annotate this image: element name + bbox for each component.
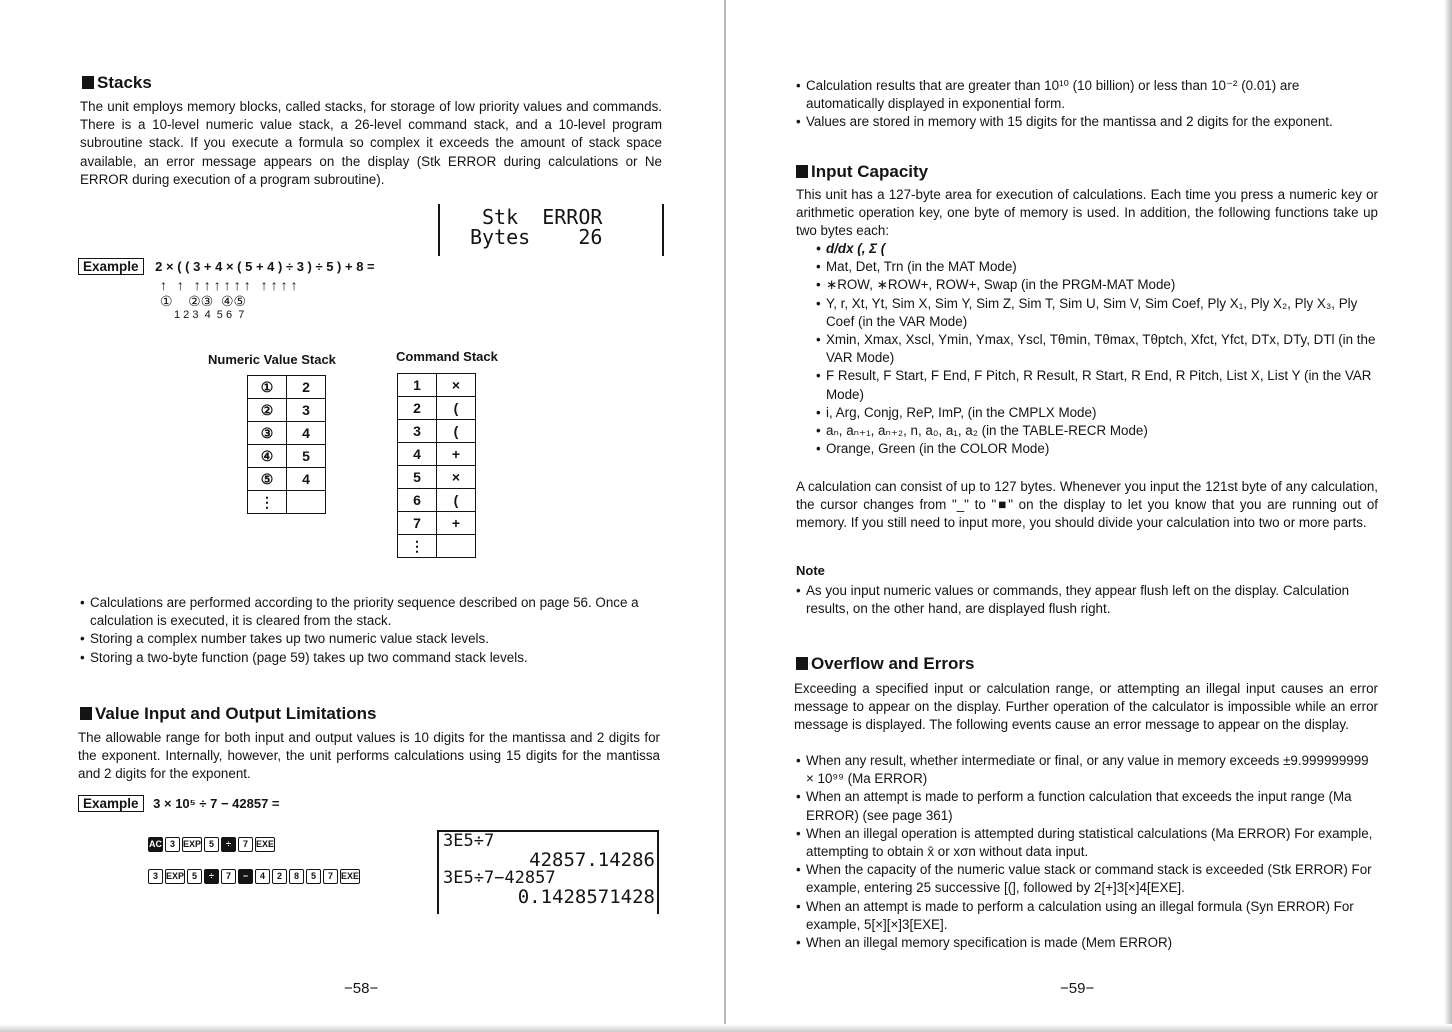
calculator-key: 7 [221,869,236,884]
stack-level: 3 [398,420,437,443]
stack-value: + [437,512,476,535]
stack-level: 4 [398,443,437,466]
stack-level: ④ [248,445,287,468]
list-item: • When an illegal memory specification is made (Mem ERROR) [796,934,1378,952]
stack-level: ⋮ [248,491,287,514]
stack-value [287,491,326,514]
stacks-heading: Stacks [82,73,152,93]
stack-error-display [438,204,664,256]
list-item: • ∗ROW, ∗ROW+, ROW+, Swap (in the PRGM-MAT Mode) [816,276,1378,294]
stack-level: ③ [248,422,287,445]
note-label: Note [796,563,825,578]
stack-value: × [437,374,476,397]
list-item: • Y, r, Xt, Yt, Sim X, Sim Y, Sim Z, Sim T, Sim U, Sim V, Sim Coef, Ply X₁, Ply X₂, Ply X₃, Ply Coef (in the VAR Mode) [816,295,1378,331]
right-page [726,0,1452,1032]
calculator-key: EXP [182,837,202,852]
stacks-bullets [80,594,662,667]
stack-value: ( [437,397,476,420]
example-expression: 2 × ( ( 3 + 4 × ( 5 + 4 ) ÷ 3 ) ÷ 5 ) + 8 = [155,259,375,274]
command-stack-table [397,373,476,558]
calculator-key: EXE [255,837,275,852]
stack-value: 2 [287,376,326,399]
list-item: • Storing a two-byte function (page 59) takes up two command stack levels. [80,649,662,667]
display-line: 0.1428571428 [517,886,655,908]
list-item: • Mat, Det, Trn (in the MAT Mode) [816,258,1378,276]
calculator-key: 3 [148,869,163,884]
stack-value [437,535,476,558]
table-row [398,489,476,512]
display-line: Stk ERROR [482,205,603,229]
table-row [248,422,326,445]
stack-value: 3 [287,399,326,422]
note-list [796,582,1378,618]
table-row [248,491,326,514]
list-item: • When an attempt is made to perform a function calculation that exceeds the input range (Ma ERROR) (see page 361) [796,788,1378,824]
calculator-key: ÷ [221,837,236,852]
stack-value: + [437,443,476,466]
list-item: • When any result, whether intermediate or final, or any value in memory exceeds ±9.999999999 × 10⁹⁹ (Ma ERROR) [796,752,1378,788]
page-number: −59− [1060,980,1095,997]
stack-level: 1 [398,374,437,397]
numeric-stack-label: Numeric Value Stack [208,352,336,367]
calculator-key: ÷ [204,869,219,884]
calculator-key: AC [148,837,163,852]
stack-level: 7 [398,512,437,535]
table-row [398,420,476,443]
calculator-key: 3 [165,837,180,852]
stack-level: 6 [398,489,437,512]
table-row [398,466,476,489]
calculator-key: 8 [289,869,304,884]
limits-display [437,830,659,914]
calculator-key: 4 [255,869,270,884]
calculator-key: 7 [323,869,338,884]
list-item: • When an illegal operation is attempted during statistical calculations (Ma ERROR) For example, attempting to obtain x̄ or xσn without data input. [796,825,1378,861]
stack-level: 5 [398,466,437,489]
stack-value: ( [437,420,476,443]
display-line: 42857.14286 [529,849,655,871]
display-line: 3E5÷7−42857 [443,868,556,888]
limits-example [78,795,280,812]
square-bullet-icon [796,657,808,670]
stack-value: × [437,466,476,489]
calculator-key: − [238,869,253,884]
display-line: Bytes 26 [470,225,603,249]
list-item: • aₙ, aₙ₊₁, aₙ₊₂, n, a₀, a₁, a₂ (in the TABLE-RECR Mode) [816,422,1378,440]
command-stack-label: Command Stack [396,349,498,364]
table-row [398,374,476,397]
stack-level: 2 [398,397,437,420]
list-item: • i, Arg, Conjg, ReP, ImP, (in the CMPLX Mode) [816,404,1378,422]
list-item: • d/dx (, Σ ( [816,240,1378,258]
calculator-key: EXE [340,869,360,884]
table-row [248,445,326,468]
square-bullet-icon [82,76,94,89]
stacks-body: The unit employs memory blocks, called stacks, for storage of low priority values and commands. There is a 10-level numeric value stack, a 26-level command stack, and a 10-level program subroutine stack. If you execute a formula so complex it exceeds the amount of stack space available, an error message appears on the display (Stk ERROR during calculations or Ne ERROR during execution of a program subroutine). [80,99,662,187]
table-row [248,468,326,491]
limits-heading: Value Input and Output Limitations [80,704,376,724]
example-expression: 3 × 10⁵ ÷ 7 − 42857 = [153,796,280,811]
list-item: • Values are stored in memory with 15 digits for the mantissa and 2 digits for the exponent. [796,113,1378,131]
list-item: • Xmin, Xmax, Xscl, Ymin, Ymax, Yscl, Tθmin, Tθmax, Tθptch, Xfct, Yfct, DTx, DTy, DTl (in the VAR Mode) [816,331,1378,367]
stack-level: ① [248,376,287,399]
table-row [248,376,326,399]
list-item: • As you input numeric values or commands, they appear flush left on the display. Calculation results, on the other hand, are displayed flush right. [796,582,1378,618]
input-capacity-body-2: A calculation can consist of up to 127 bytes. Whenever you input the 121st byte of any calculation, the cursor changes from "_" to "■" on the display to let you know that you are running out of memory. If you still need to input more, you should divide your calculation into two or more parts. [796,479,1378,531]
calculator-key: 5 [204,837,219,852]
table-row [398,535,476,558]
stack-level: ② [248,399,287,422]
calculator-key: 5 [306,869,321,884]
list-item: • Calculation results that are greater than 10¹⁰ (10 billion) or less than 10⁻² (0.01) are automatically displayed in exponential form. [796,77,1378,113]
input-capacity-heading: Input Capacity [796,162,928,182]
page-number: −58− [344,980,379,997]
exponent-bullets [796,77,1378,132]
stacks-example [78,258,375,275]
list-item: • Calculations are performed according to the priority sequence described on page 56. Once a calculation is executed, it is cleared from the stack. [80,594,662,630]
overflow-body: Exceeding a specified input or calculation range, or attempting an illegal input causes an error message to appear on the display. Further operation of the calculator is impossible while an error message is displayed. The following events cause an error message to appear on the display. [794,681,1378,733]
table-row [398,397,476,420]
example-label: Example [78,795,144,812]
calculator-key: 5 [187,869,202,884]
stack-level: ⑤ [248,468,287,491]
calculator-key: 7 [238,837,253,852]
stack-value: ( [437,489,476,512]
list-item: • Orange, Green (in the COLOR Mode) [816,440,1378,458]
square-bullet-icon [80,707,92,720]
limits-body: The allowable range for both input and output values is 10 digits for the mantissa and 2 digits for the exponent. Internally, however, the unit performs calculations using 15 digits for the mantissa and 2 digits for the exponent. [78,730,660,782]
example-label: Example [78,258,144,275]
overflow-heading: Overflow and Errors [796,654,974,674]
list-item: • When an attempt is made to perform a calculation using an illegal formula (Syn ERROR) For example, 5[×][×]3[EXE]. [796,898,1378,934]
list-item: • Storing a complex number takes up two numeric value stack levels. [80,630,662,648]
key-sequence-1 [148,836,277,854]
calculator-key: 2 [272,869,287,884]
error-list [796,752,1378,952]
table-row [398,512,476,535]
square-bullet-icon [796,165,808,178]
display-line: 3E5÷7 [443,831,495,851]
command-markers: 1 2 3 4 5 6 7 [174,309,245,321]
calculator-key: EXP [165,869,185,884]
table-row [398,443,476,466]
input-capacity-body: This unit has a 127-byte area for execution of calculations. Each time you press a numeric key or arithmetic operation key, one byte of memory is used. In addition, the following functions take up two bytes each: [796,187,1378,239]
stack-value: 4 [287,422,326,445]
stack-level: ⋮ [398,535,437,558]
numeric-markers: ① ②③ ④⑤ [160,293,247,309]
stack-value: 5 [287,445,326,468]
table-row [248,399,326,422]
list-item: • When the capacity of the numeric value stack or command stack is exceeded (Stk ERROR) For example, entering 25 successive [(], followed by 2[+]3[×]4[EXE]. [796,861,1378,897]
list-item: • F Result, F Start, F End, F Pitch, R Result, R Start, R End, R Pitch, List X, List Y (in the VAR Mode) [816,367,1378,403]
key-sequence-2 [148,868,362,886]
priority-arrows: ↑ ↑ ↑↑↑↑↑↑ ↑↑↑↑ [160,277,301,293]
stack-value: 4 [287,468,326,491]
two-byte-functions-list [816,240,1378,458]
numeric-value-stack-table [247,375,326,514]
